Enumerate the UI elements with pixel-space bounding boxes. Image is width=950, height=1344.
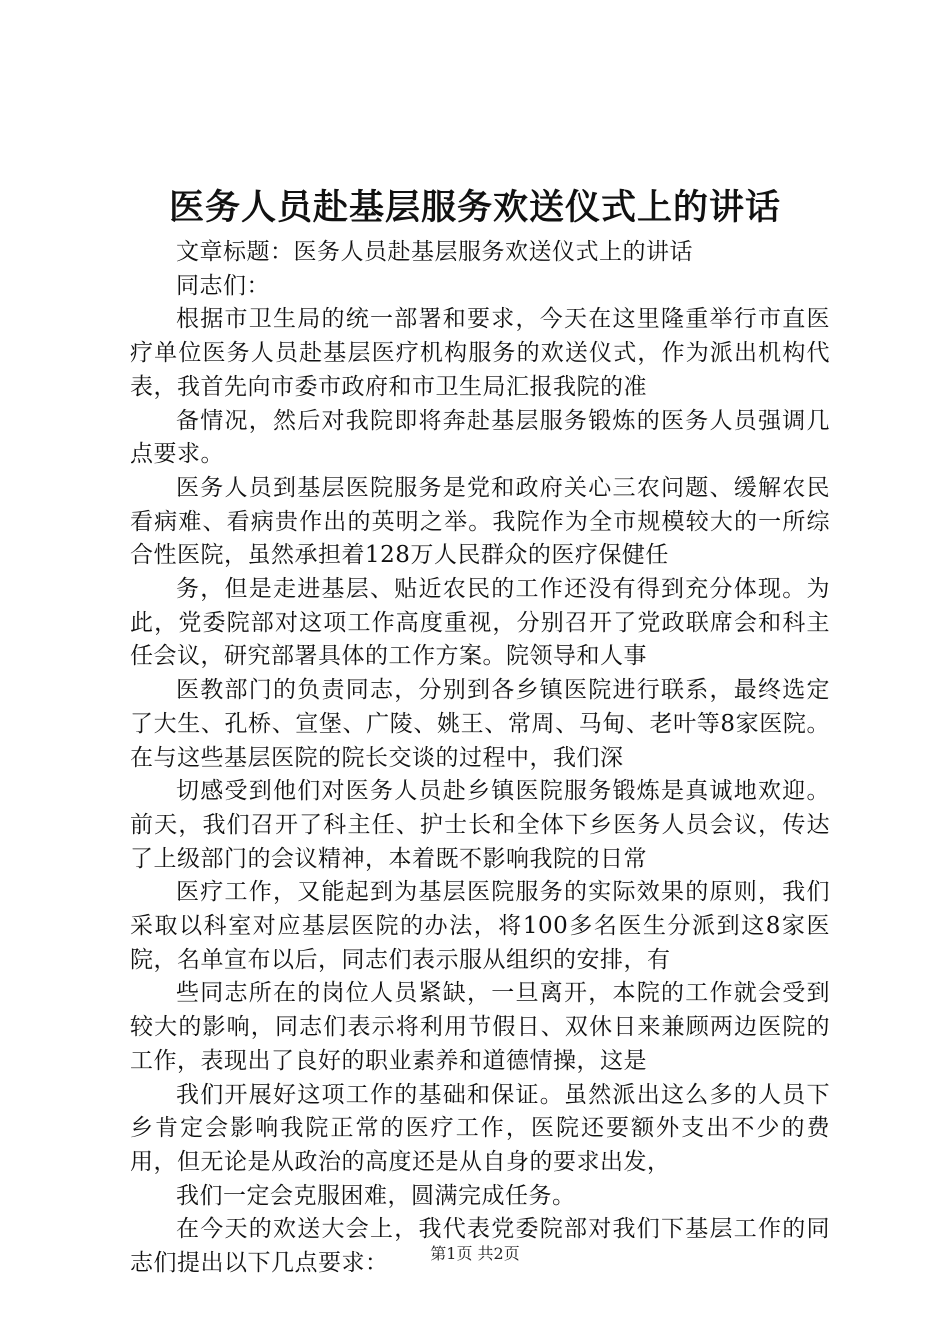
- paragraph: 医教部门的负责同志，分别到各乡镇医院进行联系，最终选定了大生、孔桥、宣堡、广陵、姚王、常周、马甸、老叶等8家医院。在与这些基层医院的院长交谈的过程中，我们深: [130, 677, 830, 771]
- page-number-footer: 第1页 共2页: [430, 1244, 520, 1263]
- paragraph: 备情况，然后对我院即将奔赴基层服务锻炼的医务人员强调几点要求。: [130, 407, 830, 468]
- paragraph: 务，但是走进基层、贴近农民的工作还没有得到充分体现。为此，党委院部对这项工作高度重视，分别召开了党政联席会和科主任会议，研究部署具体的工作方案。院领导和人事: [130, 576, 830, 670]
- page-title: 医务人员赴基层服务欢送仪式上的讲话: [168, 187, 781, 228]
- paragraph: 切感受到他们对医务人员赴乡镇医院服务锻炼是真诚地欢迎。前天，我们召开了科主任、护士长和全体下乡医务人员会议，传达了上级部门的会议精神，本着既不影响我院的日常: [130, 778, 830, 872]
- paragraph: 在今天的欢送大会上，我代表党委院部对我们下基层工作的同志们提出以下几点要求：: [130, 1216, 830, 1277]
- paragraph-salutation: 同志们：: [176, 272, 270, 299]
- paragraph: 些同志所在的岗位人员紧缺，一旦离开，本院的工作就会受到较大的影响，同志们表示将利用节假日、双休日来兼顾两边医院的工作，表现出了良好的职业素养和道德情操，这是: [130, 980, 830, 1074]
- paragraph: 我们开展好这项工作的基础和保证。虽然派出这么多的人员下乡肯定会影响我院正常的医疗工作，医院还要额外支出不少的费用，但无论是从政治的高度还是从自身的要求出发，: [130, 1081, 830, 1175]
- paragraph: 医务人员到基层医院服务是党和政府关心三农问题、缓解农民看病难、看病贵作出的英明之举。我院作为全市规模较大的一所综合性医院，虽然承担着128万人民群众的医疗保健任: [130, 474, 830, 569]
- paragraph: 我们一定会克服困难，圆满完成任务。: [176, 1182, 576, 1209]
- paragraph-article-title: 文章标题：医务人员赴基层服务欢送仪式上的讲话: [176, 239, 693, 265]
- paragraph: 医疗工作，又能起到为基层医院服务的实际效果的原则，我们采取以科室对应基层医院的办法，将100多名医生分派到这8家医院，名单宣布以后，同志们表示服从组织的安排，有: [130, 879, 830, 973]
- document-body: [130, 236, 830, 1281]
- paragraph: 根据市卫生局的统一部署和要求，今天在这里隆重举行市直医疗单位医务人员赴基层医疗机构服务的欢送仪式，作为派出机构代表，我首先向市委市政府和市卫生局汇报我院的准: [130, 306, 830, 400]
